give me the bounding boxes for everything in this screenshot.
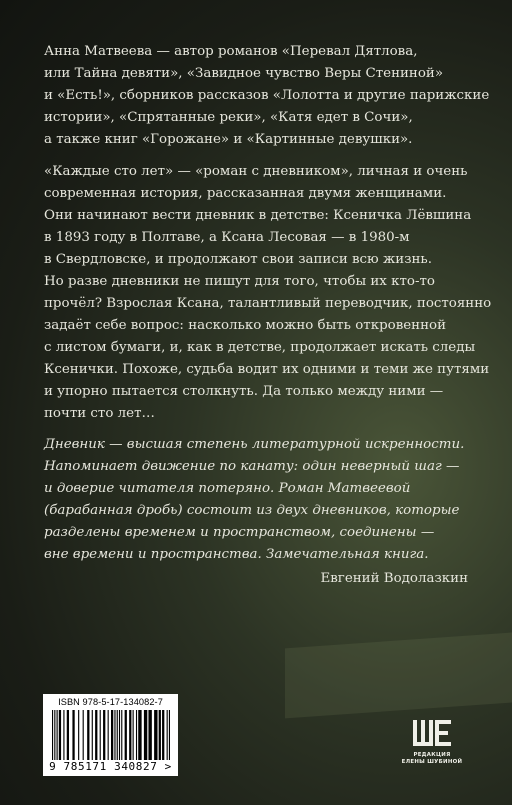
barcode-bar xyxy=(108,710,109,760)
quote-line: и доверие читателя потеряно. Роман Матвеевой xyxy=(44,481,411,496)
barcode-bar xyxy=(114,710,115,760)
barcode-bar xyxy=(63,710,64,760)
intro-line: и «Есть!», сборников рассказов «Лолотта и другие парижские xyxy=(44,88,490,103)
quote-line: разделены временем и пространством, соединены — xyxy=(44,525,435,540)
barcode-bar xyxy=(111,710,113,760)
background-shape xyxy=(285,632,512,719)
author-intro-paragraph xyxy=(44,41,490,151)
intro-line: или Тайна девяти», «Завидное чувство Веры Стениной» xyxy=(44,66,444,81)
barcode-bar xyxy=(92,710,93,760)
barcode-bar xyxy=(87,710,89,760)
quote-line: Напоминает движение по канату: один неверный шаг — xyxy=(44,459,460,474)
barcode-bar xyxy=(57,710,58,760)
description-line: Они начинают вести дневник в детстве: Ксеничка Лёвшина xyxy=(44,208,472,223)
barcode-bar xyxy=(100,710,101,760)
quote-line: Дневник — высшая степень литературной искренности. xyxy=(44,437,465,452)
quote-line: (барабанная дробь) состоит из двух дневников, которые xyxy=(44,503,460,518)
barcode-bar xyxy=(125,710,127,760)
barcode-bar xyxy=(154,710,157,760)
barcode-bar xyxy=(67,710,69,760)
barcode-bar xyxy=(138,710,141,760)
barcode-bar xyxy=(162,710,164,760)
barcode-bar xyxy=(72,710,74,760)
description-line: с листом бумаги, и, как в детстве, продолжает искать следы xyxy=(44,340,476,355)
intro-line: истории», «Спрятанные реки», «Катя едет в Сочи», xyxy=(44,110,413,125)
barcode-bar xyxy=(167,710,168,760)
barcode-bar xyxy=(54,710,55,760)
publisher-logo-block xyxy=(398,716,466,766)
barcode-bar xyxy=(83,710,84,760)
barcode-bar xyxy=(103,710,105,760)
description-line: Но разве дневники не пишут для того, чтобы их кто-то xyxy=(44,274,435,289)
barcode-bar xyxy=(144,710,147,760)
barcode-bar xyxy=(117,710,118,760)
description-line: современная история, рассказанная двумя женщинами. xyxy=(44,186,447,201)
barcode-bar xyxy=(119,710,120,760)
barcode-bar xyxy=(52,710,53,760)
description-line: и упорно пытается столкнуть. Да только между ними — xyxy=(44,384,444,399)
description-line: почти сто лет… xyxy=(44,406,155,421)
barcode-bar xyxy=(78,710,79,760)
barcode-bar xyxy=(95,710,97,760)
barcode-bar xyxy=(59,710,61,760)
barcode-bar xyxy=(148,710,151,760)
intro-line: Анна Матвеева — автор романов «Перевал Дятлова, xyxy=(44,44,418,59)
isbn-number: ISBN 978-5-17-134082-7 xyxy=(58,697,163,707)
intro-line: а также книг «Горожане» и «Картинные девушки». xyxy=(44,132,413,147)
barcode-bar xyxy=(169,710,170,760)
description-line: задаёт себе вопрос: насколько можно быть откровенной xyxy=(44,318,447,333)
barcode-bar xyxy=(133,710,134,760)
description-line: в 1893 году в Полтаве, а Ксана Лесовая — в 1980-м xyxy=(44,230,410,245)
description-line: Ксенички. Похоже, судьба водит их одними и теми же путями xyxy=(44,362,490,377)
description-line: в Свердловске, и продолжают свои записи всю жизнь. xyxy=(44,252,432,267)
description-line: прочёл? Взрослая Ксана, талантливый переводчик, постоянно xyxy=(44,296,492,311)
description-line: «Каждые сто лет» — «роман с дневником», личная и очень xyxy=(44,164,468,179)
shubina-logo-icon xyxy=(410,716,454,752)
barcode-icon xyxy=(52,710,170,760)
quote-author: Евгений Водолазкин xyxy=(320,571,468,586)
book-description-paragraph xyxy=(44,161,492,425)
isbn-barcode-box xyxy=(43,694,178,776)
publisher-line: РЕДАКЦИЯ xyxy=(413,752,451,758)
barcode-bar xyxy=(136,710,137,760)
barcode-bar xyxy=(129,710,131,760)
barcode-bar xyxy=(121,710,122,760)
publisher-line: ЕЛЕНЫ ШУБИНОЙ xyxy=(401,759,463,765)
barcode-digits: 9 785171 340827 > xyxy=(49,760,172,773)
quote-line: вне времени и пространства. Замечательная книга. xyxy=(44,547,429,562)
review-quote xyxy=(44,434,474,566)
barcode-bar xyxy=(159,710,161,760)
